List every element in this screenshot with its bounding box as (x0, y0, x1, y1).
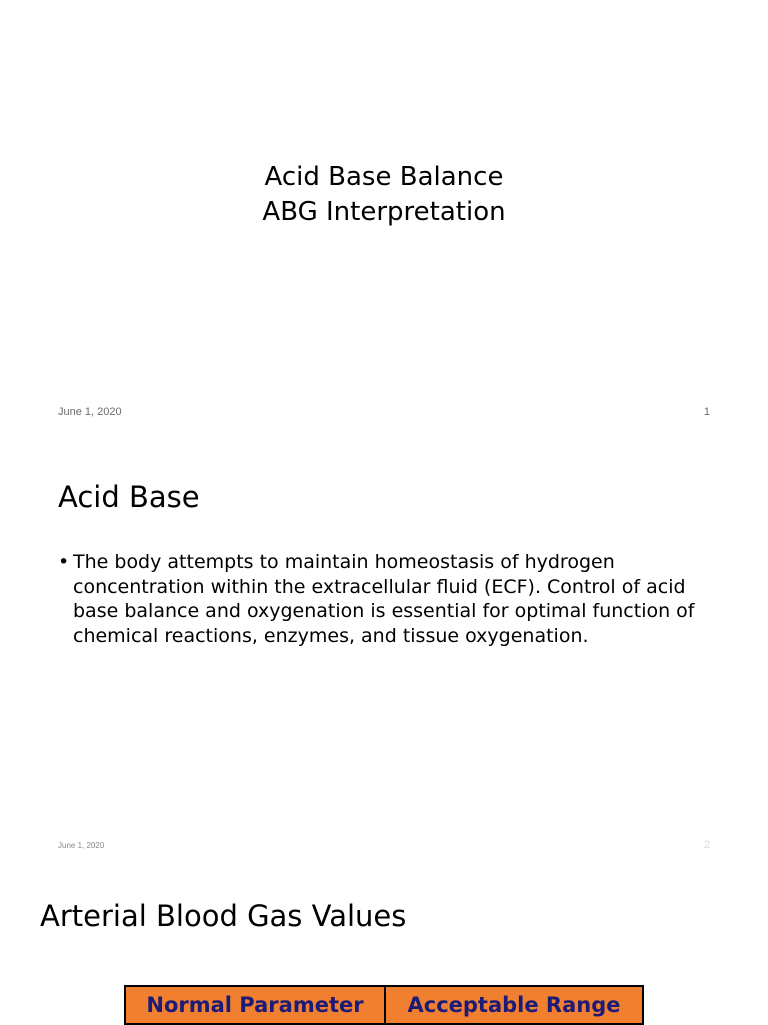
slide-heading: Acid Base (58, 480, 200, 514)
slide-3 (0, 866, 768, 1024)
title-line-2: ABG Interpretation (262, 197, 506, 227)
slide-1 (0, 0, 768, 433)
title-line-1: Acid Base Balance (264, 162, 504, 192)
footer-date: June 1, 2020 (58, 841, 105, 850)
slide-heading: Arterial Blood Gas Values (40, 899, 407, 933)
bullet-list (58, 550, 718, 648)
bullet-dot-icon: • (58, 551, 70, 573)
column-header-acceptable-range: Acceptable Range (385, 986, 643, 1024)
bullet-text: The body attempts to maintain homeostasis of hydrogen concentration within the extracellular fluid (ECF). Control of acid base balance and oxygenation is essential for optimal function of chemical reactions, enzymes, and tissue oxygenation. (73, 551, 695, 647)
page-number: 1 (703, 406, 710, 418)
slide-2 (0, 433, 768, 866)
column-header-normal-parameter: Normal Parameter (125, 986, 385, 1024)
table-header-row (125, 986, 643, 1024)
abg-values-table (124, 985, 644, 1025)
page-number: 2 (703, 839, 710, 851)
slide-title (0, 160, 768, 230)
footer-date: June 1, 2020 (58, 406, 122, 418)
bullet-item (58, 550, 718, 648)
